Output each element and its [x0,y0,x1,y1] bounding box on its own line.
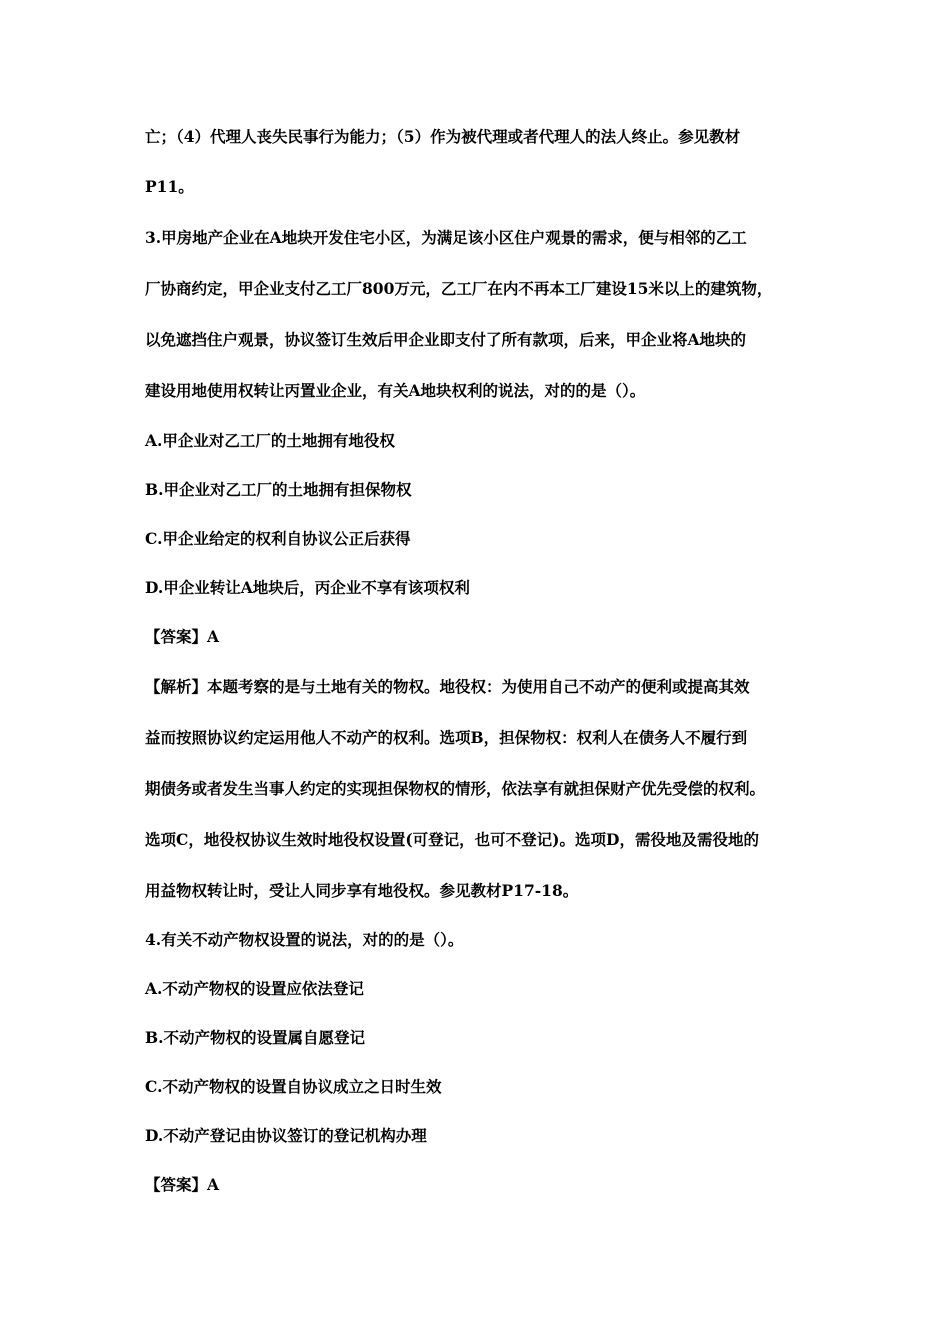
text-line: 厂协商约定，甲企业支付乙工厂800万元，乙工厂在内不再本工厂建设15米以上的建筑物， [145,279,773,298]
text-line: P11。 [145,177,194,196]
question-3-option-b: B.甲企业对乙工厂的土地拥有担保物权 [145,480,412,499]
question-3-option-c: C.甲企业给定的权利自协议公正后获得 [145,529,411,548]
question-4-answer: 【答案】A [145,1175,220,1194]
question-3-option-d: D.甲企业转让A地块后，丙企业不享有该项权利 [145,578,470,597]
question-4-option-a: A.不动产物权的设置应依法登记 [145,979,364,998]
question-4-option-b: B.不动产物权的设置属自愿登记 [145,1028,365,1047]
question-4-stem: 4.有关不动产物权设置的说法，对的的是（）。 [145,930,464,949]
question-4-option-d: D.不动产登记由协议签订的登记机构办理 [145,1126,427,1145]
text-line: 以免遮挡住户观景，协议签订生效后甲企业即支付了所有款项，后来，甲企业将A地块的 [145,330,747,349]
question-3-answer: 【答案】A [145,627,220,646]
text-line: 期债务或者发生当事人约定的实现担保物权的情形，依法享有就担保财产优先受偿的权利。 [145,779,766,798]
question-3-stem: 3.甲房地产企业在A地块开发住宅小区，为满足该小区住户观景的需求，便与相邻的乙工 [145,228,747,247]
question-3-analysis: 【解析】本题考察的是与土地有关的物权。地役权：为使用自己不动产的便利或提高其效 [145,677,750,696]
text-line: 益而按照协议约定运用他人不动产的权利。选项B，担保物权：权利人在债务人不履行到 [145,728,748,747]
question-3-option-a: A.甲企业对乙工厂的土地拥有地役权 [145,431,395,450]
text-line: 亡；（4）代理人丧失民事行为能力；（5）作为被代理或者代理人的法人终止。参见教材 [145,127,741,146]
text-line: 建设用地使用权转让丙置业企业，有关A地块权利的说法，对的的是（）。 [145,381,646,400]
text-line: 用益物权转让时，受让人同步享有地役权。参见教材P17-18。 [145,881,579,900]
text-line: 选项C，地役权协议生效时地役权设置(可登记，也可不登记)。选项D，需役地及需役地的 [145,830,759,849]
question-4-option-c: C.不动产物权的设置自协议成立之日时生效 [145,1077,442,1096]
